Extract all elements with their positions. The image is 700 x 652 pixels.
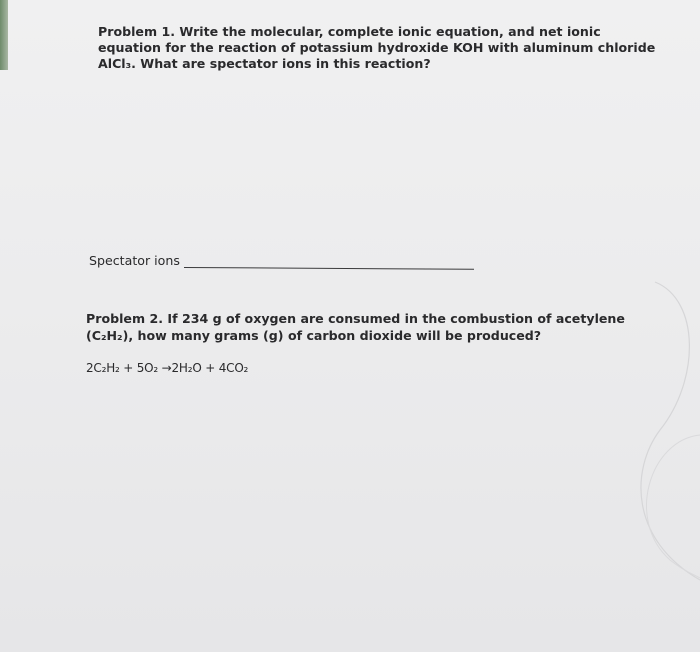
problem-number: Problem 1. bbox=[98, 24, 176, 39]
problem-body: Write the molecular, complete ionic equation, and net ionic equation for the reaction of potassium hydroxide KOH with aluminum chloride AlCl₃. What are spectator ions in this reaction? bbox=[98, 24, 656, 71]
combustion-equation: 2C₂H₂ + 5O₂ →2H₂O + 4CO₂ bbox=[86, 361, 249, 375]
fold-line-inner bbox=[647, 435, 700, 578]
fold-line-outer bbox=[641, 282, 700, 580]
problem-body: If 234 g of oxygen are consumed in the combustion of acetylene (C₂H₂), how many grams (g) of carbon dioxide will be produced? bbox=[86, 311, 625, 343]
problem-number: Problem 2. bbox=[86, 311, 164, 326]
spectator-ions-label: Spectator ions bbox=[89, 253, 180, 268]
